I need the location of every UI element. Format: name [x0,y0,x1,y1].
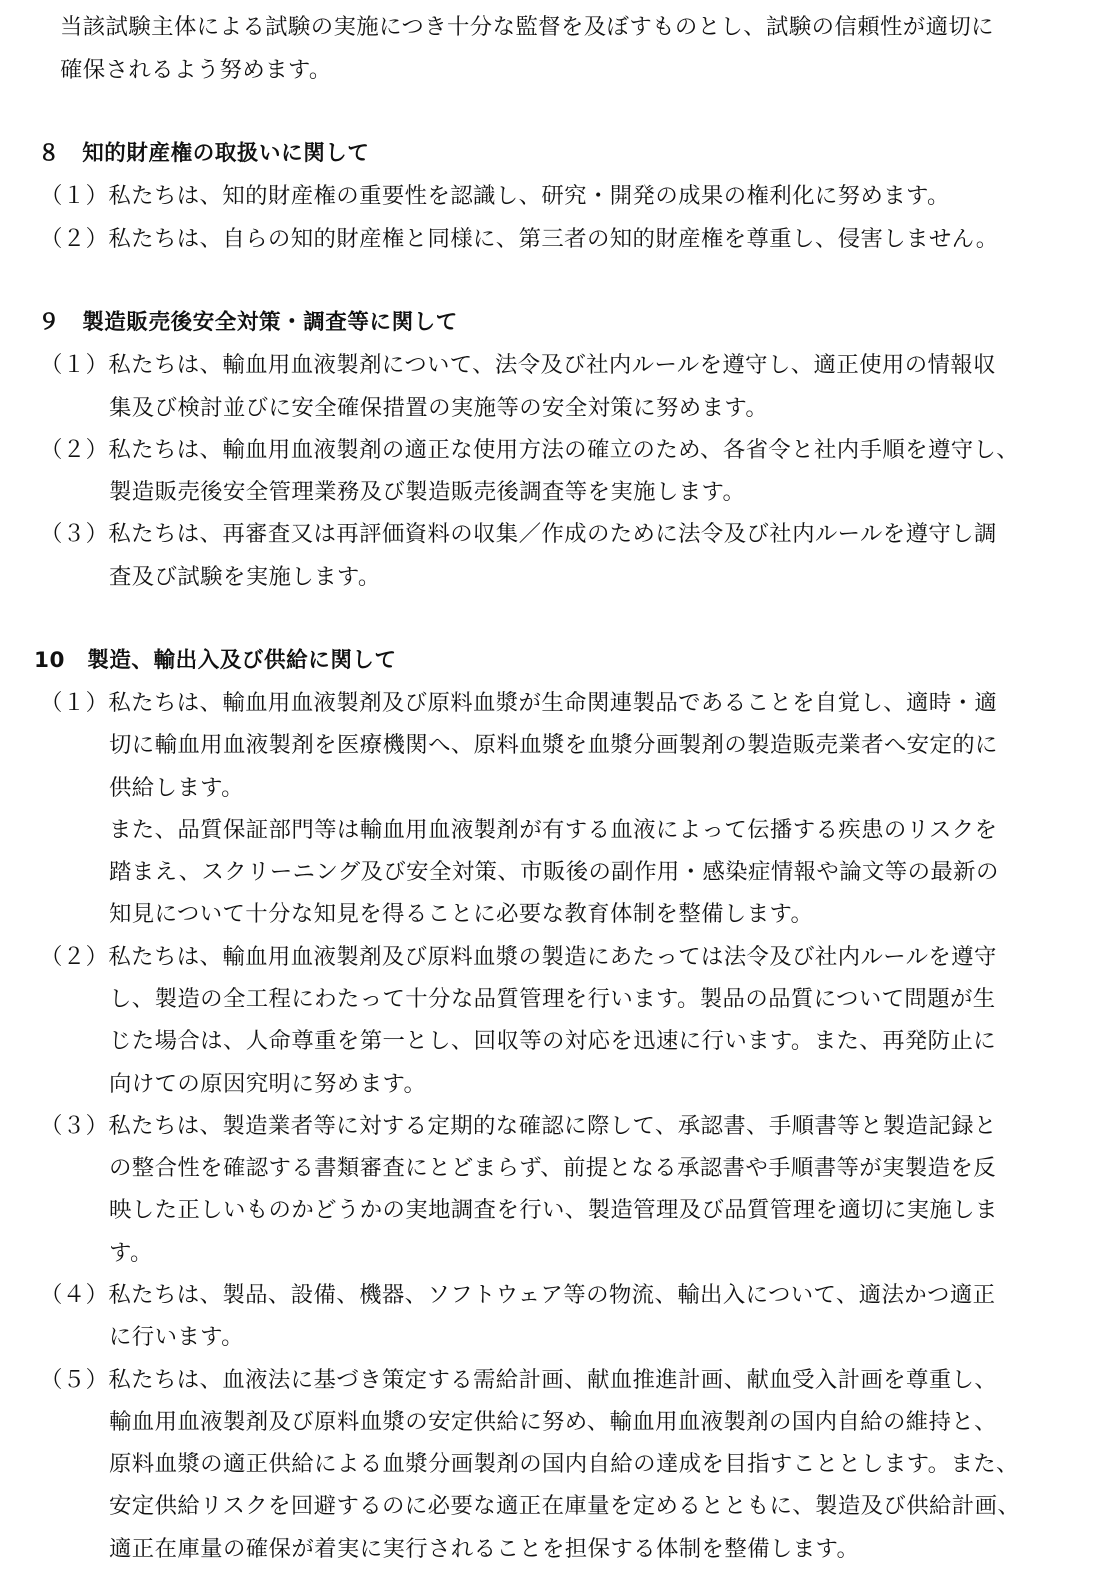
list-item-line: 輸血用血液製剤及び原料血漿の安定供給に努め、輸血用血液製剤の国内自給の維持と、 [109,1409,997,1435]
list-item-line: 向けての原因究明に努めます。 [109,1071,427,1097]
list-item-line: 映した正しいものかどうかの実地調査を行い、製造管理及び品質管理を適切に実施しま [109,1197,998,1223]
list-item-line: （１）私たちは、輸血用血液製剤及び原料血漿が生命関連製品であることを自覚し、適時・適 [40,690,998,716]
list-item-line: （１）私たちは、輸血用血液製剤について、法令及び社内ルールを遵守し、適正使用の情報収 [40,352,996,378]
list-item-line: （１）私たちは、知的財産権の重要性を認識し、研究・開発の成果の権利化に努めます。 [40,183,950,209]
list-item-line: （４）私たちは、製品、設備、機器、ソフトウェア等の物流、輸出入について、適法かつ適正 [40,1282,996,1308]
list-item-line: の整合性を確認する書類審査にとどまらず、前提となる承認書や手順書等が実製造を反 [109,1155,997,1181]
section-heading: 10 製造、輸出入及び供給に関して [34,648,397,673]
list-item-line: （３）私たちは、製造業者等に対する定期的な確認に際して、承認書、手順書等と製造記録と [40,1113,997,1139]
list-item-line: に行います。 [109,1324,244,1350]
list-item-line: す。 [109,1240,153,1266]
list-item-line: 踏まえ、スクリーニング及び安全対策、市販後の副作用・感染症情報や論文等の最新の [109,859,999,885]
body-line: 確保されるよう努めます。 [60,57,332,83]
list-item-line: 知見について十分な知見を得ることに必要な教育体制を整備します。 [109,901,814,927]
list-item-line: 原料血漿の適正供給による血漿分画製剤の国内自給の達成を目指すこととします。また、 [109,1451,1019,1477]
list-item-line: （５）私たちは、血液法に基づき策定する需給計画、献血推進計画、献血受入計画を尊重し、 [40,1367,998,1393]
list-item-line: （２）私たちは、輸血用血液製剤の適正な使用方法の確立のため、各省令と社内手順を遵守し、 [40,437,1020,463]
list-item-line: し、製造の全工程にわたって十分な品質管理を行います。製品の品質について問題が生 [109,986,996,1012]
list-item-line: 供給します。 [109,775,244,801]
list-item-line: また、品質保証部門等は輸血用血液製剤が有する血液によって伝播する疾患のリスクを [109,817,998,843]
list-item-line: 適正在庫量の確保が着実に実行されることを担保する体制を整備します。 [109,1536,860,1562]
list-item-line: （２）私たちは、自らの知的財産権と同様に、第三者の知的財産権を尊重し、侵害しません。 [40,226,999,252]
section-heading: ９ 製造販売後安全対策・調査等に関して [38,310,458,335]
list-item-line: 安定供給リスクを回避するのに必要な適正在庫量を定めるとともに、製造及び供給計画、 [109,1493,1021,1519]
list-item-line: 製造販売後安全管理業務及び製造販売後調査等を実施します。 [109,479,746,505]
list-item-line: じた場合は、人命尊重を第一とし、回収等の対応を迅速に行います。また、再発防止に [109,1028,997,1054]
list-item-line: 集及び検討並びに安全確保措置の実施等の安全対策に努めます。 [109,395,769,421]
list-item-line: （２）私たちは、輸血用血液製剤及び原料血漿の製造にあたっては法令及び社内ルールを遵守 [40,944,997,970]
section-heading: ８ 知的財産権の取扱いに関して [38,141,370,166]
list-item-line: 査及び試験を実施します。 [109,564,381,590]
list-item-line: （３）私たちは、再審査又は再評価資料の収集／作成のために法令及び社内ルールを遵守し調 [40,521,997,547]
list-item-line: 切に輸血用血液製剤を医療機関へ、原料血漿を血漿分画製剤の製造販売業者へ安定的に [109,732,998,758]
body-line: 当該試験主体による試験の実施につき十分な監督を及ぼすものとし、試験の信頼性が適切に [60,14,994,40]
